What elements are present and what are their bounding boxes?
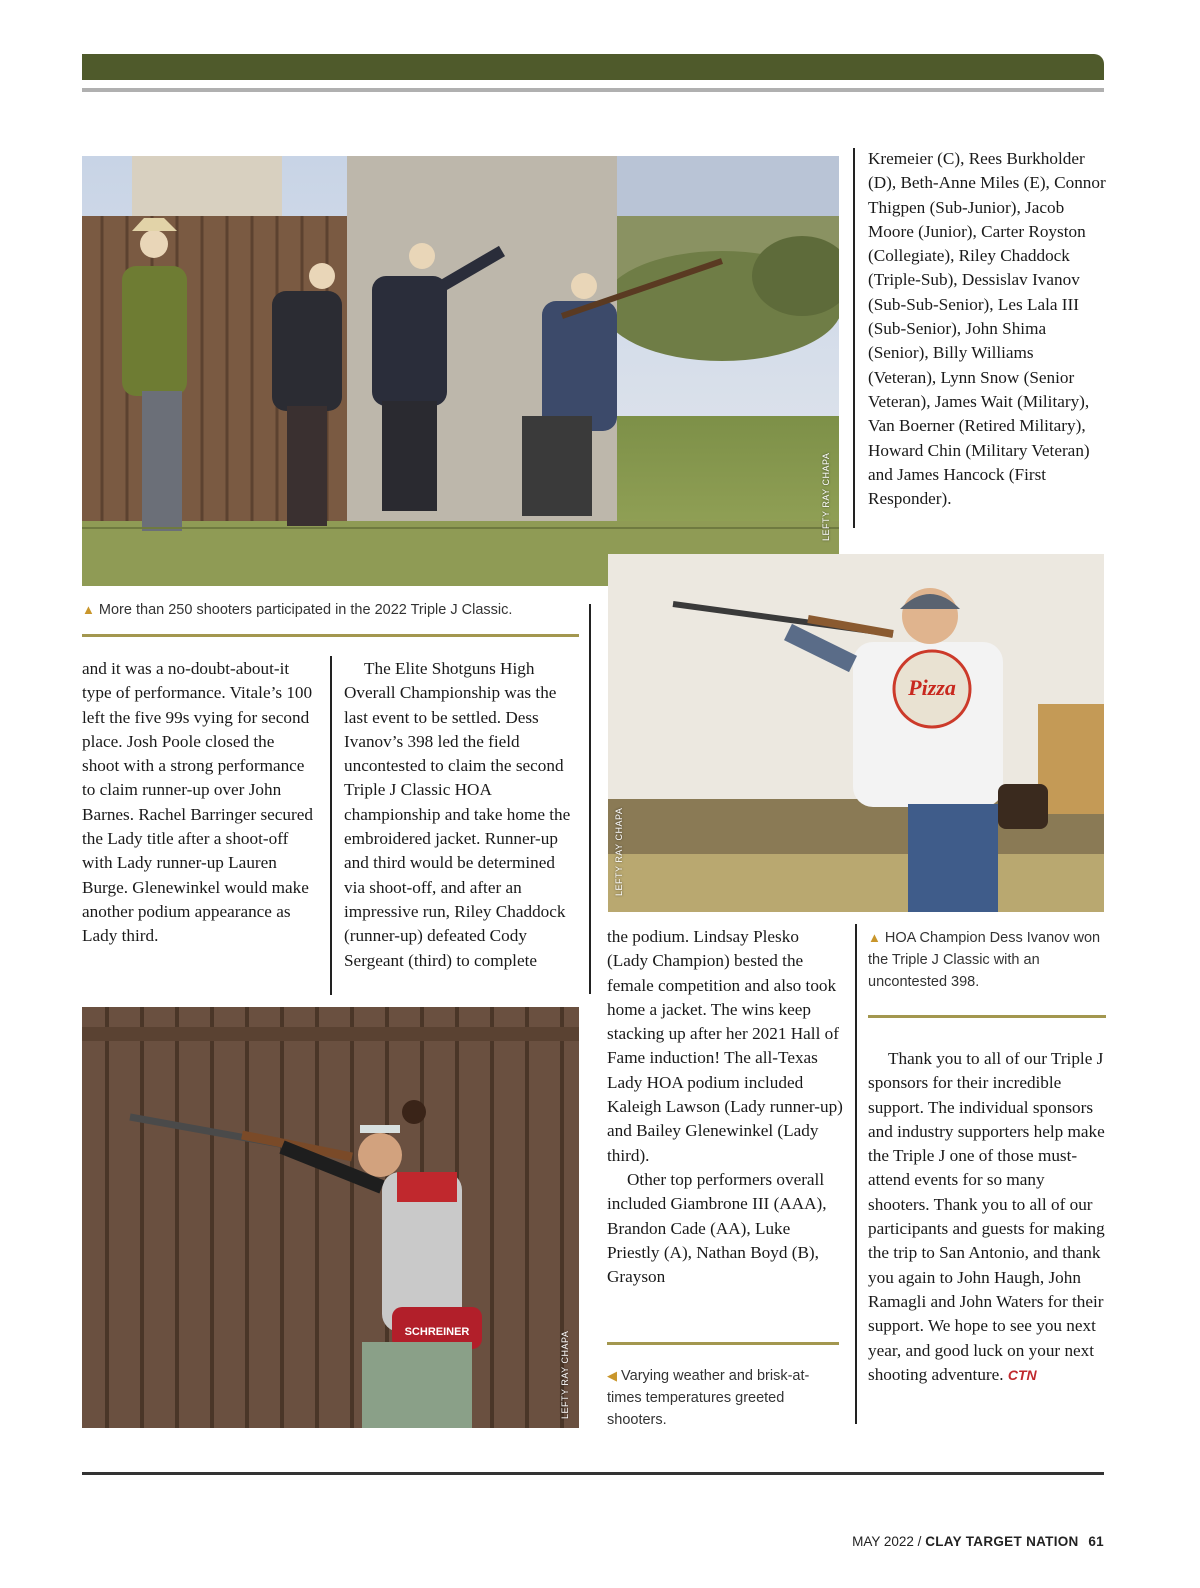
lady-photo [82, 1007, 579, 1428]
champion-shirt-logo: Pizza [908, 675, 956, 700]
article-text-middle: The Elite Shotguns High Overall Championship was the last event to be settled. Dess Ivanov’s 398 led the field uncontested to claim the second Triple J Classic HOA championship and take home the embroidered jacket. Runner-up and third would be determined via shoot-off, and after an impressive run, Riley Chaddock (runner-up) defeated Cody Sergeant (third) to complete [344, 659, 571, 970]
column-divider-left [330, 656, 332, 995]
folio-page-number: 61 [1088, 1534, 1104, 1549]
group-caption-rule [82, 634, 579, 637]
group-photo-art [82, 156, 839, 586]
article-text-center-p1: the podium. Lindsay Plesko (Lady Champion) bested the female competition and also took home a jacket. The wins keep stacking up after her 2021 Hall of Fame induction! The all-Texas Lady HOA podium included Kaleigh Lawson (Lady runner-up) and Bailey Glenewinkel (Lady third). [607, 927, 843, 1165]
lady-caption-rule [607, 1342, 839, 1345]
lady-photo-caption-text: Varying weather and brisk-at-times temperatures greeted shooters. [607, 1368, 810, 1428]
column-divider-photo-caption [589, 604, 591, 994]
group-photo-credit: LEFTY RAY CHAPA [821, 452, 831, 541]
group-photo-caption-text: More than 250 shooters participated in the 2022 Triple J Classic. [98, 602, 513, 618]
group-photo-caption [82, 599, 582, 621]
champion-photo-credit: LEFTY RAY CHAPA [614, 807, 624, 896]
column-divider-center [855, 924, 857, 1424]
article-column-top-right [868, 147, 1106, 511]
champion-caption-rule [868, 1015, 1106, 1018]
ctn-end-mark: CTN [1007, 1366, 1037, 1383]
lady-vest-text: SCHREINER [404, 1326, 470, 1338]
page-folio [852, 1534, 1104, 1549]
article-text-right-bottom: Thank you to all of our Triple J sponsors for their incredible support. The individual sponsors and industry supporters help make the Triple J one of those must-attend events for so many shooters. Thank you to all of our participants and guests for making the trip to San Antonio, and thank you again to John Haugh, John Ramagli and John Waters for their support. We hope to see you next year, and good luck on your next shooting adventure. [868, 1049, 1105, 1384]
caption-left-triangle-icon: ◀ [607, 1368, 617, 1383]
folio-issue: MAY 2022 / [852, 1534, 922, 1549]
lady-photo-art [82, 1007, 579, 1428]
champion-photo-caption-text: HOA Champion Dess Ivanov won the Triple J Classic with an uncontested 398. [868, 930, 1101, 990]
champion-photo [608, 554, 1104, 912]
article-column-left [82, 657, 314, 949]
caption-triangle-icon: ▲ [868, 930, 881, 945]
header-band [82, 54, 1104, 80]
lady-photo-credit: LEFTY RAY CHAPA [560, 1330, 570, 1419]
article-column-right-bottom [868, 1047, 1106, 1387]
article-column-center [607, 925, 843, 1289]
article-text-top-right: Kremeier (C), Rees Burkholder (D), Beth-Anne Miles (E), Connor Thigpen (Sub-Junior), Jacob Moore (Junior), Carter Royston (Collegiate), Riley Chaddock (Triple-Sub), Dessislav Ivanov (Sub-Sub-Senior), Les Lala III (Sub-Senior), John Shima (Senior), Billy Williams (Veteran), Lynn Snow (Senior Veteran), James Wait (Military), Van Boerner (Retired Military), Howard Chin (Military Veteran) and James Hancock (First Responder). [868, 149, 1106, 509]
caption-triangle-icon: ▲ [82, 602, 95, 617]
group-photo [82, 156, 839, 586]
article-text-center-p2: Other top performers overall included Giambrone III (AAA), Brandon Cade (AA), Luke Priestly (A), Nathan Boyd (B), Grayson [607, 1169, 827, 1287]
article-column-middle [344, 657, 578, 973]
header-rule [82, 88, 1104, 92]
article-text-left: and it was a no-doubt-about-it type of performance. Vitale’s 100 left the five 99s vying for second place. Josh Poole closed the shoot with a strong performance to claim runner-up over John Barnes. Rachel Barringer secured the Lady title after a shoot-off with Lady runner-up Lauren Burge. Glenewinkel would make another podium appearance as Lady third. [82, 659, 313, 946]
folio-magazine: CLAY TARGET NATION [925, 1534, 1079, 1549]
column-divider-top-right [853, 148, 855, 528]
footer-rule [82, 1472, 1104, 1475]
champion-photo-art [608, 554, 1104, 912]
champion-photo-caption [868, 927, 1104, 993]
lady-photo-caption [607, 1365, 839, 1431]
